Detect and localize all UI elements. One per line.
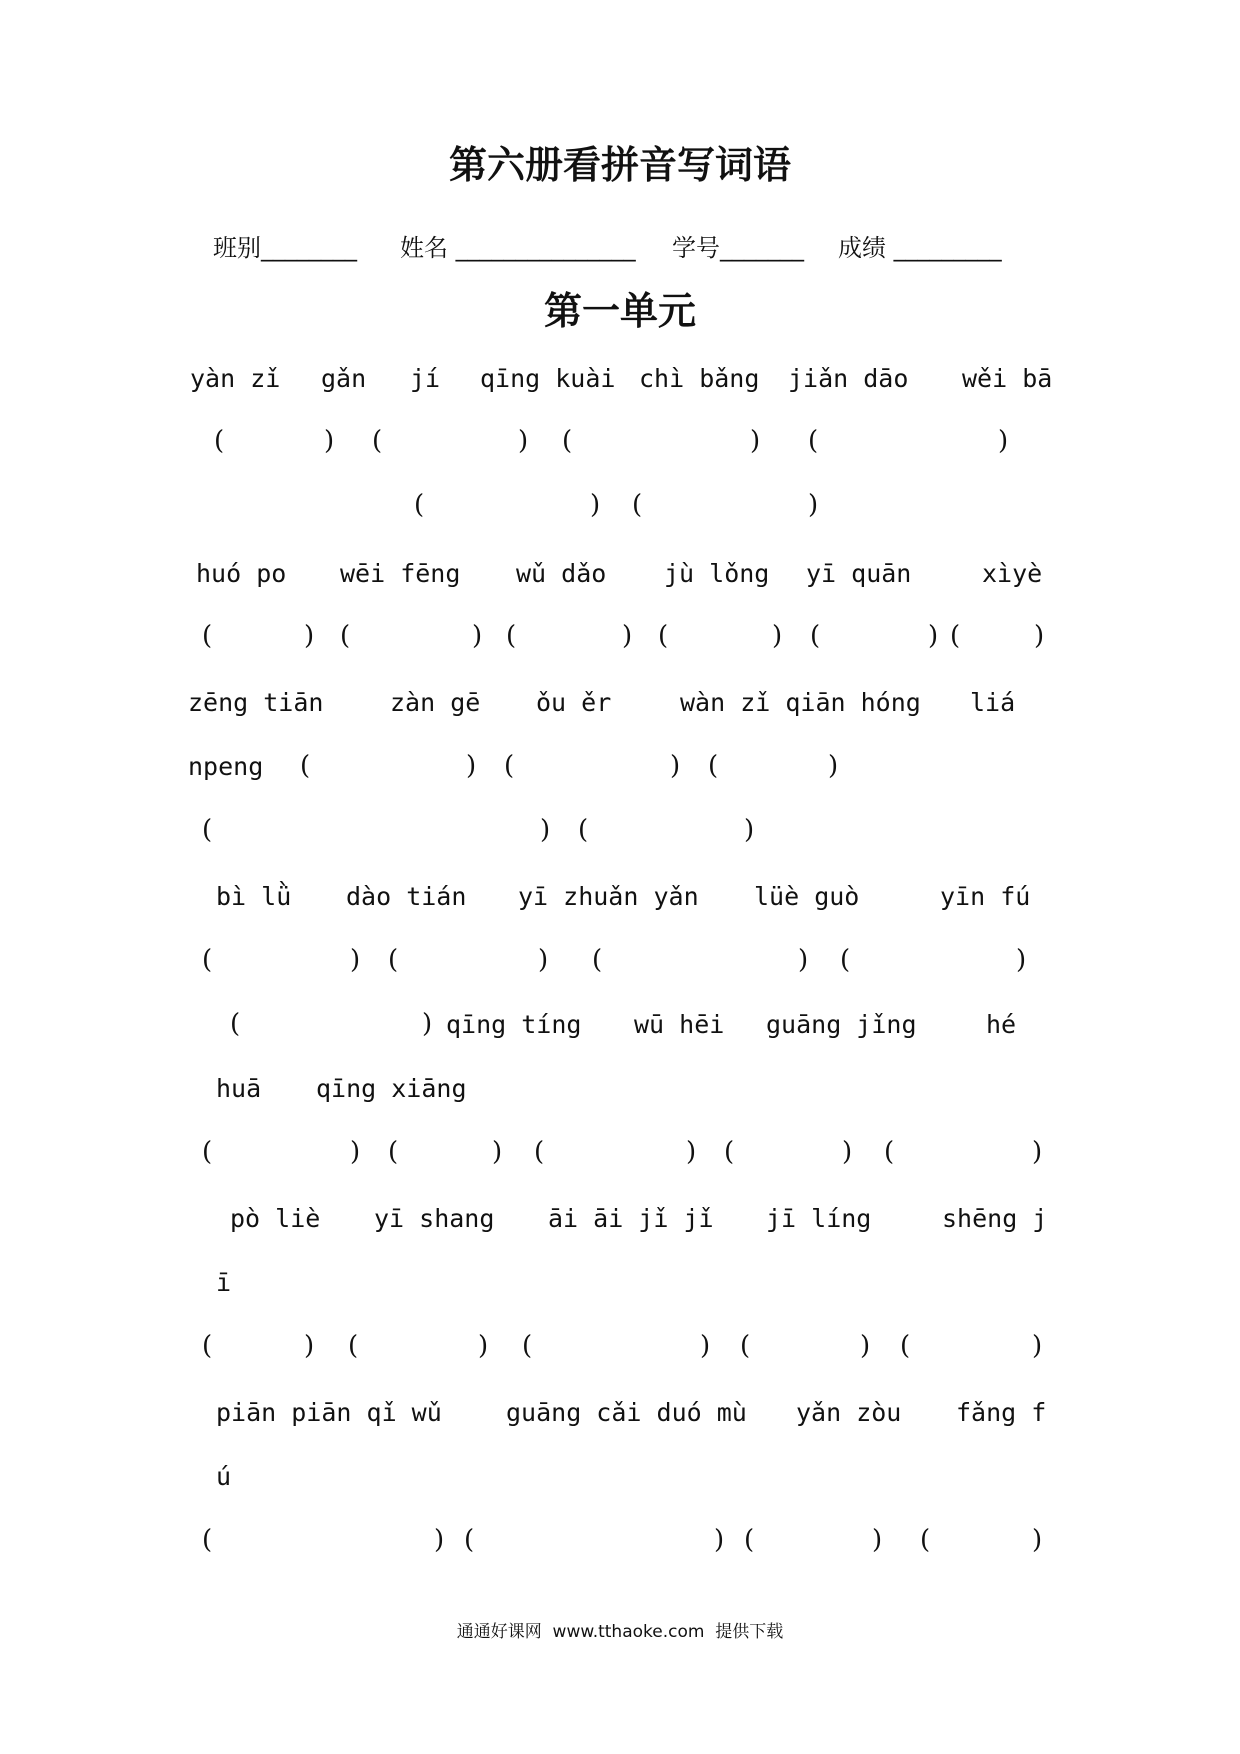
answer-blank-close: ) — [1034, 621, 1045, 651]
answer-blank-close: ) — [828, 751, 839, 781]
pinyin-word: yī shang — [374, 1204, 495, 1233]
page-title: 第六册看拼音写词语 — [448, 143, 791, 187]
answer-blank-open[interactable]: ( — [950, 621, 961, 651]
answer-blank-close: ) — [928, 621, 939, 651]
answer-blank-open[interactable]: ( — [464, 1525, 475, 1555]
pinyin-word: wū hēi — [634, 1010, 725, 1039]
answer-blank-close: ) — [590, 490, 601, 520]
answer-blank-close: ) — [422, 1009, 433, 1039]
answer-blank-open[interactable]: ( — [884, 1137, 895, 1167]
pinyin-word: pò liè — [230, 1204, 321, 1233]
answer-blank-close: ) — [492, 1137, 503, 1167]
answer-blank-close: ) — [434, 1525, 445, 1555]
answer-blank-open[interactable]: ( — [810, 621, 821, 651]
student-number-field: 学号_______ — [672, 234, 804, 262]
answer-blank-close: ) — [350, 945, 361, 975]
pinyin-word: yǎn zòu — [796, 1398, 902, 1427]
pinyin-word: fǎng f — [956, 1398, 1047, 1427]
pinyin-word: npeng — [188, 752, 264, 781]
answer-blank-close: ) — [808, 490, 819, 520]
pinyin-word: wěi bā — [962, 364, 1053, 393]
answer-blank-close: ) — [686, 1137, 697, 1167]
pinyin-word: gǎn — [321, 364, 367, 393]
answer-blank-open[interactable]: ( — [506, 621, 517, 651]
pinyin-word: shēng j — [942, 1204, 1048, 1233]
answer-blank-close: ) — [860, 1331, 871, 1361]
answer-blank-close: ) — [538, 945, 549, 975]
pinyin-word: yī quān — [806, 559, 912, 588]
answer-blank-open[interactable]: ( — [562, 426, 573, 456]
pinyin-word: jiǎn dāo — [788, 364, 909, 393]
answer-blank-open[interactable]: ( — [388, 945, 399, 975]
pinyin-word: liá — [970, 688, 1016, 717]
answer-blank-close: ) — [1032, 1137, 1043, 1167]
answer-blank-open[interactable]: ( — [202, 815, 213, 845]
unit-heading: 第一单元 — [543, 289, 696, 333]
answer-blank-open[interactable]: ( — [230, 1009, 241, 1039]
score-field: 成绩 _________ — [838, 234, 1002, 262]
answer-blank-close: ) — [1016, 945, 1027, 975]
answer-blank-open[interactable]: ( — [658, 621, 669, 651]
pinyin-word: yàn zǐ — [190, 364, 281, 393]
answer-blank-close: ) — [744, 815, 755, 845]
answer-blank-open[interactable]: ( — [414, 490, 425, 520]
pinyin-word: dào tián — [346, 882, 467, 911]
answer-blank-open[interactable]: ( — [740, 1331, 751, 1361]
answer-blank-open[interactable]: ( — [808, 426, 819, 456]
pinyin-word: qīng tíng — [446, 1010, 582, 1039]
pinyin-word: yīn fú — [940, 882, 1031, 911]
answer-blank-open[interactable]: ( — [300, 751, 311, 781]
pinyin-word: wǔ dǎo — [516, 559, 607, 588]
pinyin-word: ǒu ěr — [536, 688, 612, 717]
pinyin-word: hé — [986, 1010, 1017, 1039]
answer-blank-open[interactable]: ( — [504, 751, 515, 781]
pinyin-word: ī — [216, 1268, 232, 1297]
answer-blank-open[interactable]: ( — [724, 1137, 735, 1167]
answer-blank-close: ) — [622, 621, 633, 651]
answer-blank-close: ) — [714, 1525, 725, 1555]
pinyin-word: wàn zǐ qiān hóng — [680, 688, 921, 717]
class-field: 班别________ — [213, 234, 357, 262]
answer-blank-close: ) — [842, 1137, 853, 1167]
answer-blank-close: ) — [670, 751, 681, 781]
answer-blank-close: ) — [304, 621, 315, 651]
name-field: 姓名 _______________ — [400, 234, 636, 262]
answer-blank-open[interactable]: ( — [578, 815, 589, 845]
pinyin-word: guāng jǐng — [766, 1010, 917, 1039]
answer-blank-open[interactable]: ( — [202, 621, 213, 651]
answer-blank-close: ) — [466, 751, 477, 781]
pinyin-word: huó po — [196, 559, 287, 588]
answer-blank-open[interactable]: ( — [202, 945, 213, 975]
answer-blank-open[interactable]: ( — [900, 1331, 911, 1361]
pinyin-word: bì lǜ — [216, 882, 292, 911]
answer-blank-open[interactable]: ( — [348, 1331, 359, 1361]
pinyin-word: āi āi jǐ jǐ — [548, 1204, 714, 1233]
answer-blank-close: ) — [472, 621, 483, 651]
answer-blank-close: ) — [324, 426, 335, 456]
pinyin-word: guāng cǎi duó mù — [506, 1398, 747, 1427]
answer-blank-close: ) — [798, 945, 809, 975]
answer-blank-open[interactable]: ( — [840, 945, 851, 975]
answer-blank-close: ) — [478, 1331, 489, 1361]
answer-blank-open[interactable]: ( — [340, 621, 351, 651]
answer-blank-close: ) — [998, 426, 1009, 456]
answer-blank-close: ) — [872, 1525, 883, 1555]
answer-blank-open[interactable]: ( — [372, 426, 383, 456]
answer-blank-open[interactable]: ( — [708, 751, 719, 781]
pinyin-word: zàn gē — [390, 688, 481, 717]
pinyin-word: jí — [410, 364, 441, 393]
answer-blank-close: ) — [540, 815, 551, 845]
answer-blank-open[interactable]: ( — [388, 1137, 399, 1167]
answer-blank-close: ) — [1032, 1525, 1043, 1555]
answer-blank-open[interactable]: ( — [920, 1525, 931, 1555]
pinyin-word: huā — [216, 1074, 262, 1103]
pinyin-word: qīng xiāng — [316, 1074, 467, 1103]
pinyin-word: jù lǒng — [664, 559, 770, 588]
pinyin-word: piān piān qǐ wǔ — [216, 1398, 442, 1427]
pinyin-word: ú — [216, 1462, 232, 1491]
answer-blank-close: ) — [304, 1331, 315, 1361]
answer-blank-open[interactable]: ( — [744, 1525, 755, 1555]
answer-blank-open[interactable]: ( — [202, 1525, 213, 1555]
pinyin-word: chì bǎng — [639, 364, 760, 393]
answer-blank-open[interactable]: ( — [592, 945, 603, 975]
pinyin-word: xìyè — [982, 559, 1043, 588]
answer-blank-close: ) — [700, 1331, 711, 1361]
pinyin-word: lüè guò — [754, 882, 860, 911]
pinyin-word: wēi fēng — [340, 559, 461, 588]
answer-blank-close: ) — [1032, 1331, 1043, 1361]
pinyin-word: yī zhuǎn yǎn — [518, 882, 699, 911]
answer-blank-close: ) — [750, 426, 761, 456]
pinyin-word: jī líng — [766, 1204, 872, 1233]
answer-blank-open[interactable]: ( — [202, 1137, 213, 1167]
answer-blank-open[interactable]: ( — [632, 490, 643, 520]
pinyin-word: zēng tiān — [188, 688, 324, 717]
answer-blank-close: ) — [350, 1137, 361, 1167]
pinyin-word: qīng kuài — [480, 364, 616, 393]
footer-credit: 通通好课网 www.tthaoke.com 提供下载 — [456, 1622, 784, 1642]
answer-blank-close: ) — [518, 426, 529, 456]
answer-blank-open[interactable]: ( — [202, 1331, 213, 1361]
answer-blank-close: ) — [772, 621, 783, 651]
answer-blank-open[interactable]: ( — [214, 426, 225, 456]
answer-blank-open[interactable]: ( — [522, 1331, 533, 1361]
answer-blank-open[interactable]: ( — [534, 1137, 545, 1167]
